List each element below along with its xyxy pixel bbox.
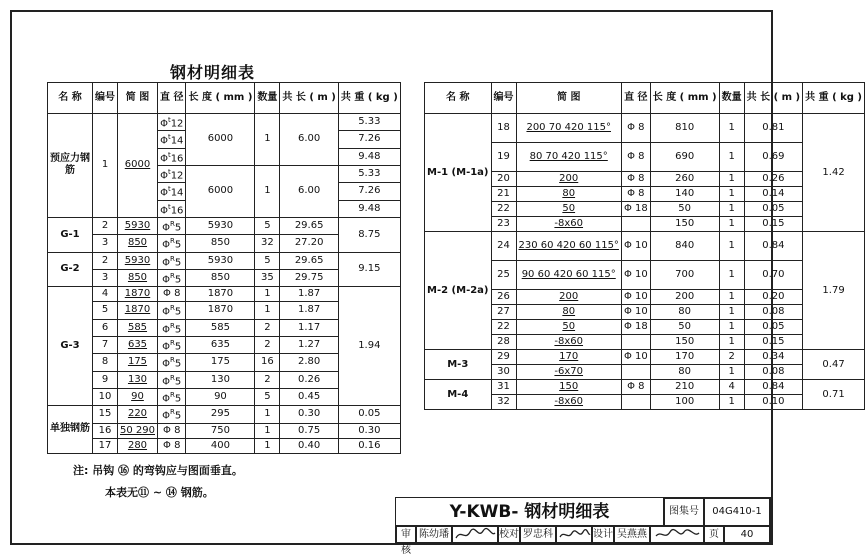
bar-number: 9 bbox=[93, 371, 118, 388]
bar-number: 24 bbox=[491, 232, 516, 261]
table-row bbox=[48, 423, 401, 438]
bar-total: 0.15 bbox=[744, 217, 803, 232]
bar-qty: 1 bbox=[719, 305, 744, 320]
bar-diameter: Φ 8 bbox=[621, 172, 650, 187]
signature-mark bbox=[453, 527, 497, 542]
bar-number: 3 bbox=[93, 269, 118, 286]
bar-len: 260 bbox=[650, 172, 719, 187]
bar-len: 140 bbox=[650, 187, 719, 202]
reviewer-signature bbox=[452, 526, 498, 543]
bar-diameter: Φ 8 bbox=[621, 187, 650, 202]
bar-sketch: 130 bbox=[118, 371, 158, 388]
hdr-total: 共 长 ( m ) bbox=[744, 83, 803, 114]
bar-diameter: $\Phi^R5$ bbox=[158, 371, 186, 388]
bar-diameter: Φ 8 bbox=[621, 380, 650, 395]
bar-diameter: $\Phi^R5$ bbox=[158, 235, 186, 252]
bar-qty: 1 bbox=[719, 320, 744, 335]
title-block bbox=[395, 497, 771, 556]
bar-total: 29.65 bbox=[280, 217, 339, 234]
bar-qty: 1 bbox=[719, 232, 744, 261]
bar-sketch: 200 70 420 115° bbox=[516, 114, 621, 143]
bar-sketch: 1870 bbox=[118, 302, 158, 319]
bar-diameter: Φ 10 bbox=[621, 350, 650, 365]
hdr-name: 名 称 bbox=[425, 83, 492, 114]
bar-diameter bbox=[621, 217, 650, 232]
hdr-name: 名 称 bbox=[48, 83, 93, 114]
bar-sketch: 200 bbox=[516, 290, 621, 305]
bar-qty: 1 bbox=[719, 172, 744, 187]
bar-qty: 1 bbox=[719, 217, 744, 232]
page-number: 40 bbox=[724, 526, 770, 543]
bar-sketch: -8x60 bbox=[516, 217, 621, 232]
bar-number: 31 bbox=[491, 380, 516, 395]
bar-diameter: Φ 18 bbox=[621, 320, 650, 335]
bar-weight: 9.48 bbox=[338, 148, 400, 165]
bar-sketch: 5930 bbox=[118, 217, 158, 234]
table-row bbox=[48, 217, 401, 234]
table-row bbox=[48, 287, 401, 302]
bar-len: 200 bbox=[650, 290, 719, 305]
bar-qty: 2 bbox=[255, 319, 280, 336]
bar-total: 0.10 bbox=[744, 395, 803, 410]
table-row bbox=[425, 217, 865, 232]
bar-qty: 1 bbox=[255, 423, 280, 438]
bar-diameter: $\Phi^R5$ bbox=[158, 252, 186, 269]
bar-total: 0.20 bbox=[744, 290, 803, 305]
bar-total: 1.27 bbox=[280, 336, 339, 353]
bar-total: 0.70 bbox=[744, 261, 803, 290]
bar-sketch: 150 bbox=[516, 380, 621, 395]
atlas-number: 04G410-1 bbox=[704, 498, 770, 526]
page-label: 页 bbox=[704, 526, 724, 543]
bar-len: 1870 bbox=[186, 287, 255, 302]
bar-diameter: Φ 10 bbox=[621, 305, 650, 320]
bar-diameter: $\Phi^t12$ bbox=[158, 165, 186, 182]
bar-diameter: $\Phi^R5$ bbox=[158, 217, 186, 234]
table-row bbox=[425, 172, 865, 187]
bar-number: 6 bbox=[93, 319, 118, 336]
bar-qty: 32 bbox=[255, 235, 280, 252]
bar-qty: 1 bbox=[255, 287, 280, 302]
member-name: G-3 bbox=[48, 287, 93, 406]
bar-len: 850 bbox=[186, 235, 255, 252]
table-title: 钢材明细表 bbox=[170, 63, 256, 82]
bar-len: 130 bbox=[186, 371, 255, 388]
reviewer: 陈幼璠 bbox=[416, 526, 452, 543]
bar-weight: 0.05 bbox=[338, 406, 400, 423]
bar-diameter: Φ 8 bbox=[158, 423, 186, 438]
bar-number: 19 bbox=[491, 143, 516, 172]
bar-diameter: Φ 18 bbox=[621, 202, 650, 217]
bar-len: 295 bbox=[186, 406, 255, 423]
hdr-total: 共 长 ( m ) bbox=[280, 83, 339, 114]
bar-len: 810 bbox=[650, 114, 719, 143]
bar-qty: 35 bbox=[255, 269, 280, 286]
review-label: 审核 bbox=[396, 526, 416, 543]
group-weight: 8.75 bbox=[338, 217, 400, 252]
drawing-title: Y-KWB- 钢材明细表 bbox=[396, 498, 664, 526]
bar-len: 90 bbox=[186, 388, 255, 405]
bar-diameter: Φ 10 bbox=[621, 232, 650, 261]
bar-len: 6000 bbox=[186, 165, 255, 217]
bar-number: 29 bbox=[491, 350, 516, 365]
table-row bbox=[425, 290, 865, 305]
bar-total: 1.17 bbox=[280, 319, 339, 336]
bar-total: 2.80 bbox=[280, 354, 339, 371]
bar-len: 6000 bbox=[186, 114, 255, 166]
bar-sketch: -8x60 bbox=[516, 395, 621, 410]
bar-sketch: 50 bbox=[516, 320, 621, 335]
hdr-weight: 共 重 ( kg ) bbox=[803, 83, 865, 114]
bar-qty: 1 bbox=[255, 165, 280, 217]
bar-diameter bbox=[621, 395, 650, 410]
bar-len: 690 bbox=[650, 143, 719, 172]
bar-sketch: 220 bbox=[118, 406, 158, 423]
hdr-no: 编号 bbox=[491, 83, 516, 114]
member-name: 单独钢筋 bbox=[48, 406, 93, 453]
bar-diameter: $\Phi^t12$ bbox=[158, 114, 186, 131]
bar-total: 0.84 bbox=[744, 232, 803, 261]
bar-qty: 4 bbox=[719, 380, 744, 395]
hdr-len: 长 度 ( mm ) bbox=[186, 83, 255, 114]
group-weight: 1.42 bbox=[803, 114, 865, 232]
table-row bbox=[425, 365, 865, 380]
table-row bbox=[425, 202, 865, 217]
bar-qty: 1 bbox=[255, 114, 280, 166]
bar-sketch: 230 60 420 60 115° bbox=[516, 232, 621, 261]
bar-sketch: 850 bbox=[118, 269, 158, 286]
group-weight: 9.15 bbox=[338, 252, 400, 287]
bar-total: 0.45 bbox=[280, 388, 339, 405]
right-steel-table bbox=[424, 82, 865, 410]
bar-qty: 1 bbox=[719, 143, 744, 172]
bar-qty: 1 bbox=[719, 290, 744, 305]
note-line-1: 注: 吊钩 ⑯ 的弯钩应与图面垂直。 bbox=[73, 464, 243, 477]
atlas-label: 图集号 bbox=[664, 498, 704, 526]
table-row bbox=[425, 232, 865, 261]
bar-len: 210 bbox=[650, 380, 719, 395]
bar-len: 700 bbox=[650, 261, 719, 290]
bar-sketch: 200 bbox=[516, 172, 621, 187]
group-weight: 1.94 bbox=[338, 287, 400, 406]
bar-len: 150 bbox=[650, 335, 719, 350]
bar-total: 6.00 bbox=[280, 114, 339, 166]
bar-total: 0.84 bbox=[744, 380, 803, 395]
bar-qty: 1 bbox=[255, 302, 280, 319]
table-row bbox=[48, 438, 401, 453]
bar-len: 750 bbox=[186, 423, 255, 438]
bar-qty: 1 bbox=[719, 335, 744, 350]
bar-qty: 1 bbox=[719, 187, 744, 202]
bar-qty: 1 bbox=[719, 202, 744, 217]
bar-total: 0.08 bbox=[744, 365, 803, 380]
bar-number: 17 bbox=[93, 438, 118, 453]
bar-number: 28 bbox=[491, 335, 516, 350]
bar-sketch: 1870 bbox=[118, 287, 158, 302]
bar-weight: 0.16 bbox=[338, 438, 400, 453]
bar-sketch: 80 70 420 115° bbox=[516, 143, 621, 172]
right-header-row bbox=[425, 83, 865, 114]
bar-len: 80 bbox=[650, 365, 719, 380]
bar-number: 26 bbox=[491, 290, 516, 305]
bar-qty: 5 bbox=[255, 252, 280, 269]
bar-len: 5930 bbox=[186, 217, 255, 234]
member-name: G-2 bbox=[48, 252, 93, 287]
signature-mark bbox=[557, 527, 591, 542]
bar-diameter: $\Phi^R5$ bbox=[158, 269, 186, 286]
bar-number: 4 bbox=[93, 287, 118, 302]
bar-number: 22 bbox=[491, 202, 516, 217]
table-row bbox=[425, 305, 865, 320]
bar-sketch: 80 bbox=[516, 305, 621, 320]
group-weight: 1.79 bbox=[803, 232, 865, 350]
group-weight: 0.47 bbox=[803, 350, 865, 380]
hdr-no: 编号 bbox=[93, 83, 118, 114]
bar-number: 22 bbox=[491, 320, 516, 335]
bar-total: 1.87 bbox=[280, 302, 339, 319]
table-row bbox=[425, 114, 865, 143]
bar-diameter: Φ 8 bbox=[158, 287, 186, 302]
bar-qty: 5 bbox=[255, 217, 280, 234]
bar-weight: 5.33 bbox=[338, 165, 400, 182]
bar-len: 170 bbox=[650, 350, 719, 365]
bar-number: 16 bbox=[93, 423, 118, 438]
bar-sketch: 170 bbox=[516, 350, 621, 365]
bar-diameter: Φ 8 bbox=[621, 143, 650, 172]
member-name: M-3 bbox=[425, 350, 492, 380]
check-label: 校对 bbox=[498, 526, 520, 543]
bar-len: 150 bbox=[650, 217, 719, 232]
bar-qty: 16 bbox=[255, 354, 280, 371]
bar-sketch: 90 60 420 60 115° bbox=[516, 261, 621, 290]
bar-total: 1.87 bbox=[280, 287, 339, 302]
checker-signature bbox=[556, 526, 592, 543]
bar-weight: 0.30 bbox=[338, 423, 400, 438]
bar-total: 29.65 bbox=[280, 252, 339, 269]
bar-diameter: $\Phi^R5$ bbox=[158, 336, 186, 353]
bar-total: 0.26 bbox=[744, 172, 803, 187]
bar-qty: 5 bbox=[255, 388, 280, 405]
bar-diameter: Φ 8 bbox=[158, 438, 186, 453]
table-row bbox=[425, 187, 865, 202]
group-weight: 0.71 bbox=[803, 380, 865, 410]
bar-len: 400 bbox=[186, 438, 255, 453]
bar-number: 23 bbox=[491, 217, 516, 232]
bar-number: 15 bbox=[93, 406, 118, 423]
bar-sketch: 850 bbox=[118, 235, 158, 252]
hdr-sketch: 简 图 bbox=[516, 83, 621, 114]
table-row bbox=[425, 350, 865, 365]
bar-qty: 1 bbox=[255, 438, 280, 453]
bar-total: 0.34 bbox=[744, 350, 803, 365]
bar-number: 7 bbox=[93, 336, 118, 353]
table-row bbox=[425, 380, 865, 395]
bar-number: 1 bbox=[93, 114, 118, 218]
note-line-2: 本表无⑪ ~ ⑭ 钢筋。 bbox=[105, 486, 214, 499]
bar-number: 5 bbox=[93, 302, 118, 319]
bar-len: 850 bbox=[186, 269, 255, 286]
bar-total: 0.05 bbox=[744, 320, 803, 335]
member-name: M-2 (M-2a) bbox=[425, 232, 492, 350]
bar-diameter: $\Phi^R5$ bbox=[158, 319, 186, 336]
table-row bbox=[48, 114, 401, 131]
designer-signature bbox=[650, 526, 704, 543]
bar-number: 20 bbox=[491, 172, 516, 187]
bar-sketch: 6000 bbox=[118, 114, 158, 218]
bar-total: 0.81 bbox=[744, 114, 803, 143]
bar-total: 0.08 bbox=[744, 305, 803, 320]
bar-number: 21 bbox=[491, 187, 516, 202]
bar-len: 175 bbox=[186, 354, 255, 371]
bar-len: 50 bbox=[650, 202, 719, 217]
bar-weight: 7.26 bbox=[338, 131, 400, 148]
bar-diameter: $\Phi^R5$ bbox=[158, 388, 186, 405]
bar-total: 0.75 bbox=[280, 423, 339, 438]
bar-diameter: Φ 10 bbox=[621, 261, 650, 290]
bar-qty: 1 bbox=[719, 395, 744, 410]
bar-diameter: Φ 10 bbox=[621, 290, 650, 305]
bar-weight: 9.48 bbox=[338, 200, 400, 217]
bar-total: 6.00 bbox=[280, 165, 339, 217]
bar-sketch: 280 bbox=[118, 438, 158, 453]
bar-total: 0.15 bbox=[744, 335, 803, 350]
bar-total: 29.75 bbox=[280, 269, 339, 286]
bar-len: 1870 bbox=[186, 302, 255, 319]
table-row bbox=[425, 335, 865, 350]
bar-number: 18 bbox=[491, 114, 516, 143]
bar-weight: 7.26 bbox=[338, 183, 400, 200]
bar-diameter bbox=[621, 365, 650, 380]
bar-len: 840 bbox=[650, 232, 719, 261]
bar-sketch: 90 bbox=[118, 388, 158, 405]
bar-weight: 5.33 bbox=[338, 114, 400, 131]
bar-total: 0.05 bbox=[744, 202, 803, 217]
bar-number: 2 bbox=[93, 252, 118, 269]
bar-qty: 1 bbox=[719, 114, 744, 143]
bar-number: 3 bbox=[93, 235, 118, 252]
hdr-sketch: 简 图 bbox=[118, 83, 158, 114]
design-label: 设计 bbox=[592, 526, 614, 543]
hdr-weight: 共 重 ( kg ) bbox=[338, 83, 400, 114]
bar-len: 585 bbox=[186, 319, 255, 336]
hdr-dia: 直 径 bbox=[621, 83, 650, 114]
signature-mark bbox=[652, 527, 702, 542]
table-row bbox=[425, 261, 865, 290]
bar-len: 50 bbox=[650, 320, 719, 335]
hdr-len: 长 度 ( mm ) bbox=[650, 83, 719, 114]
bar-sketch: 50 290 bbox=[118, 423, 158, 438]
bar-number: 2 bbox=[93, 217, 118, 234]
table-row bbox=[425, 143, 865, 172]
bar-diameter: $\Phi^t16$ bbox=[158, 200, 186, 217]
table-row bbox=[425, 395, 865, 410]
bar-sketch: 50 bbox=[516, 202, 621, 217]
bar-qty: 1 bbox=[255, 406, 280, 423]
bar-len: 5930 bbox=[186, 252, 255, 269]
bar-qty: 2 bbox=[255, 336, 280, 353]
member-name: M-1 (M-1a) bbox=[425, 114, 492, 232]
bar-total: 0.14 bbox=[744, 187, 803, 202]
bar-diameter: $\Phi^t14$ bbox=[158, 131, 186, 148]
hdr-qty: 数量 bbox=[255, 83, 280, 114]
bar-diameter: $\Phi^t16$ bbox=[158, 148, 186, 165]
bar-sketch: -8x60 bbox=[516, 335, 621, 350]
bar-sketch: 80 bbox=[516, 187, 621, 202]
bar-diameter: $\Phi^R5$ bbox=[158, 302, 186, 319]
member-name: 预应力钢筋 bbox=[48, 114, 93, 218]
bar-sketch: 635 bbox=[118, 336, 158, 353]
checker: 罗忠科 bbox=[520, 526, 556, 543]
left-steel-table bbox=[47, 82, 401, 454]
designer: 吴燕燕 bbox=[614, 526, 650, 543]
bar-number: 27 bbox=[491, 305, 516, 320]
bar-sketch: 5930 bbox=[118, 252, 158, 269]
bar-total: 0.40 bbox=[280, 438, 339, 453]
bar-number: 32 bbox=[491, 395, 516, 410]
bar-number: 25 bbox=[491, 261, 516, 290]
bar-qty: 2 bbox=[719, 350, 744, 365]
bar-qty: 2 bbox=[255, 371, 280, 388]
bar-diameter: $\Phi^R5$ bbox=[158, 406, 186, 423]
left-header-row bbox=[48, 83, 401, 114]
bar-number: 8 bbox=[93, 354, 118, 371]
bar-diameter: $\Phi^R5$ bbox=[158, 354, 186, 371]
bar-diameter: Φ 8 bbox=[621, 114, 650, 143]
table-row bbox=[425, 320, 865, 335]
hdr-dia: 直 径 bbox=[158, 83, 186, 114]
bar-qty: 1 bbox=[719, 365, 744, 380]
bar-sketch: 175 bbox=[118, 354, 158, 371]
table-row bbox=[48, 252, 401, 269]
bar-sketch: -6x70 bbox=[516, 365, 621, 380]
hdr-qty: 数量 bbox=[719, 83, 744, 114]
bar-len: 100 bbox=[650, 395, 719, 410]
member-name: M-4 bbox=[425, 380, 492, 410]
bar-number: 10 bbox=[93, 388, 118, 405]
bar-diameter bbox=[621, 335, 650, 350]
bar-total: 0.30 bbox=[280, 406, 339, 423]
bar-total: 0.26 bbox=[280, 371, 339, 388]
bar-diameter: $\Phi^t14$ bbox=[158, 183, 186, 200]
bar-qty: 1 bbox=[719, 261, 744, 290]
bar-total: 0.69 bbox=[744, 143, 803, 172]
bar-number: 30 bbox=[491, 365, 516, 380]
member-name: G-1 bbox=[48, 217, 93, 252]
table-row bbox=[48, 406, 401, 423]
bar-total: 27.20 bbox=[280, 235, 339, 252]
bar-len: 635 bbox=[186, 336, 255, 353]
bar-len: 80 bbox=[650, 305, 719, 320]
bar-sketch: 585 bbox=[118, 319, 158, 336]
